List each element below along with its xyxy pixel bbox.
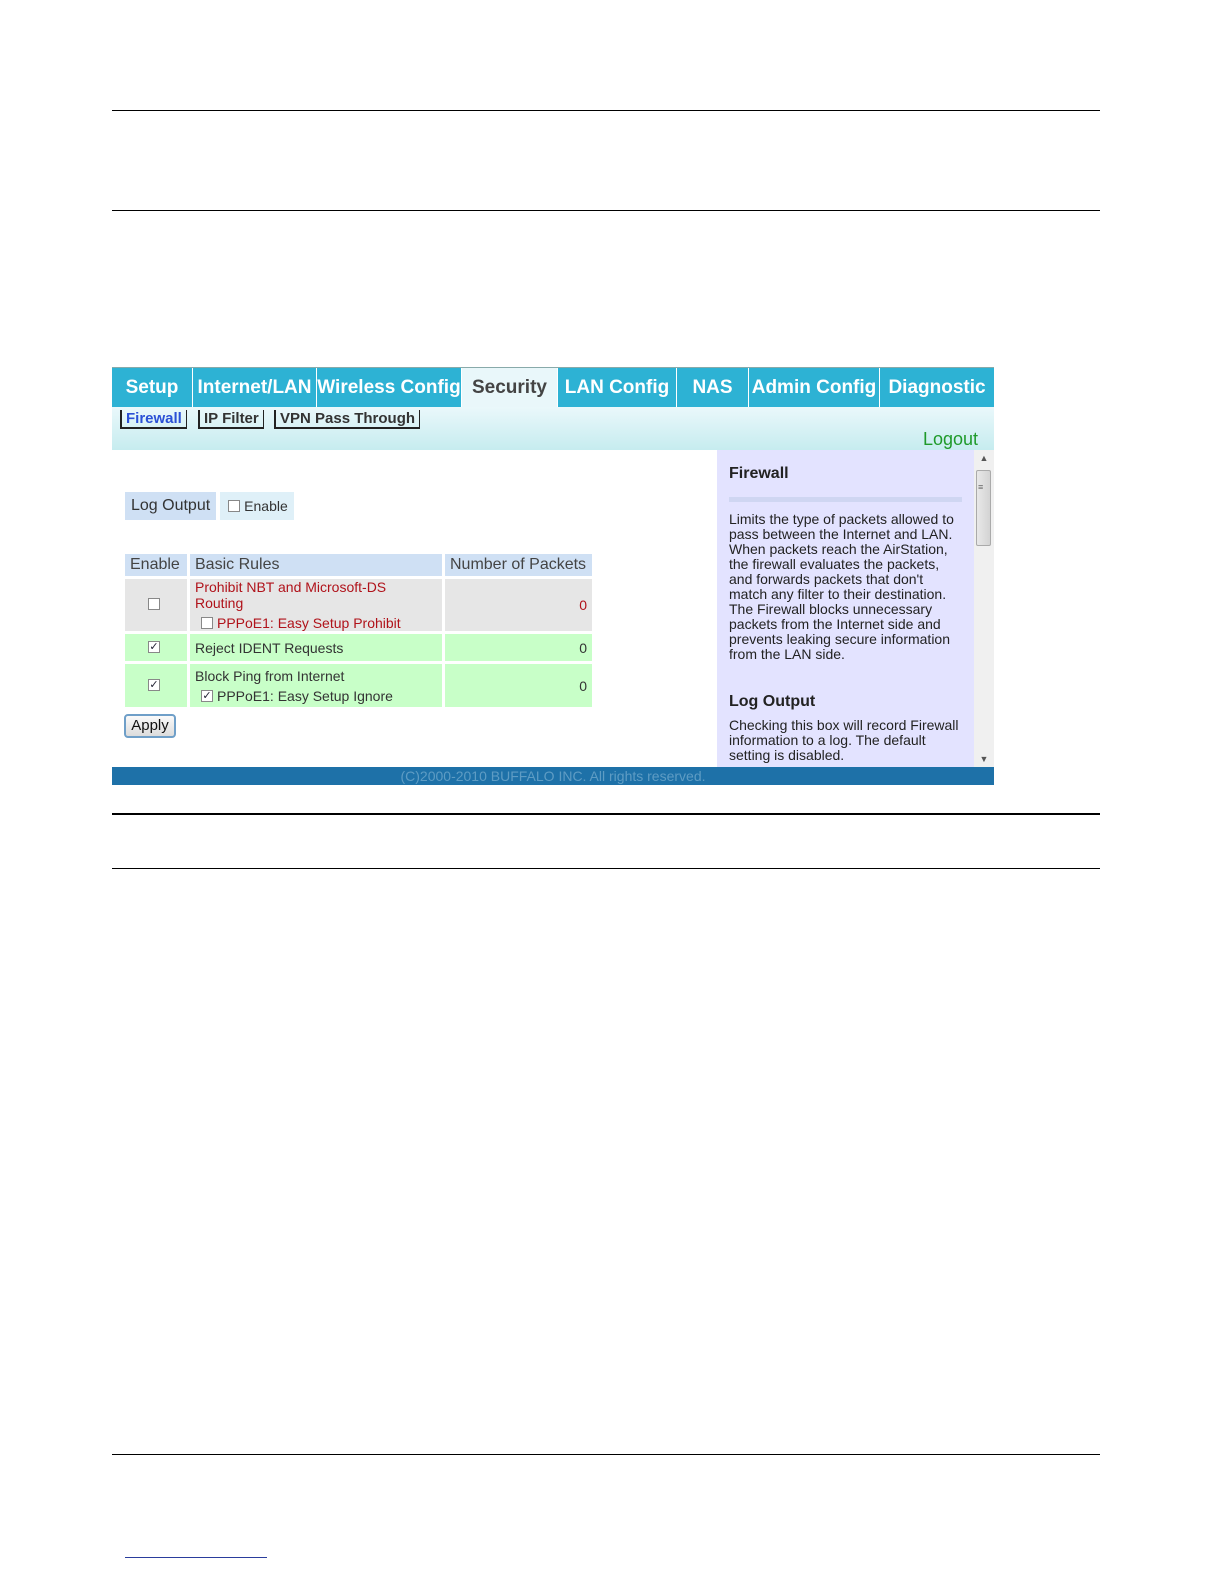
header-rule — [112, 110, 1100, 111]
log-output-enable — [220, 492, 294, 520]
table-row — [125, 579, 592, 631]
logout-link[interactable]: Logout — [922, 429, 978, 449]
packet-count: 0 — [445, 579, 592, 631]
rule-name: Block Ping from Internet — [195, 667, 345, 684]
tab-security[interactable]: Security — [462, 368, 558, 407]
header-number-of-packets: Number of Packets — [445, 554, 592, 576]
log-enable-label: Enable — [244, 498, 288, 514]
rule-enable-checkbox[interactable] — [148, 641, 160, 653]
help-subtitle: Log Output — [729, 693, 816, 710]
help-scrollbar[interactable] — [974, 450, 994, 767]
rule-enable-checkbox[interactable] — [148, 598, 160, 610]
rule-sub-option — [195, 615, 437, 631]
tab-admin-config[interactable]: Admin Config — [749, 368, 880, 407]
tab-wireless-config[interactable]: Wireless Config — [317, 368, 462, 407]
help-divider — [729, 497, 962, 502]
tab-nas[interactable]: NAS — [677, 368, 749, 407]
footer-link-underline — [125, 1557, 267, 1558]
log-output-label: Log Output — [125, 492, 216, 520]
sub-option-label: PPPoE1: Easy Setup Ignore — [217, 687, 393, 704]
tab-diagnostic[interactable]: Diagnostic — [888, 377, 986, 398]
apply-button[interactable]: Apply — [124, 714, 176, 738]
section-rule-lower — [112, 868, 1100, 869]
log-enable-checkbox[interactable] — [228, 500, 240, 512]
router-screenshot — [112, 367, 994, 785]
section-rule — [112, 813, 1100, 815]
subtab-firewall[interactable]: Firewall — [120, 410, 187, 429]
help-text-log: Checking this box will record Firewall information to a log. The default setting is disabled. — [729, 717, 959, 763]
header-basic-rules: Basic Rules — [190, 554, 442, 576]
sub-option-checkbox[interactable] — [201, 617, 213, 629]
help-title: Firewall — [729, 465, 789, 482]
rule-sub-option — [195, 688, 437, 704]
row-enable-cell — [125, 579, 187, 631]
rule-name: Prohibit NBT and Microsoft-DS Routing — [195, 579, 387, 611]
rule-cell — [190, 579, 442, 631]
sub-nav — [112, 407, 994, 450]
row-enable-cell — [125, 664, 187, 707]
tab-setup[interactable]: Setup — [112, 368, 193, 407]
tab-internet-lan[interactable]: Internet/LAN — [193, 368, 317, 407]
packet-count: 0 — [445, 664, 592, 707]
rule-enable-checkbox[interactable] — [148, 679, 160, 691]
sub-option-checkbox[interactable] — [201, 690, 213, 702]
subtab-vpn-pass-through[interactable]: VPN Pass Through — [274, 410, 420, 429]
grip-icon: ≡ — [978, 482, 984, 492]
rule-cell — [190, 664, 442, 707]
sub-option-label: PPPoE1: Easy Setup Prohibit — [217, 615, 401, 631]
scroll-down-icon[interactable]: ▼ — [979, 754, 989, 764]
table-row — [125, 634, 592, 661]
footer-rule — [112, 1454, 1100, 1455]
header-rule-lower — [112, 210, 1100, 211]
rule-name: Reject IDENT Requests — [190, 634, 442, 661]
row-enable-cell — [125, 634, 187, 661]
header-enable: Enable — [125, 554, 187, 576]
log-output-row — [125, 492, 294, 520]
packet-count: 0 — [445, 634, 592, 661]
scroll-up-icon[interactable]: ▲ — [979, 453, 989, 463]
table-row — [125, 664, 592, 707]
top-nav — [112, 368, 994, 407]
subtab-ip-filter[interactable]: IP Filter — [198, 410, 264, 429]
rules-table — [122, 551, 595, 710]
help-panel — [717, 450, 974, 767]
tab-lan-config[interactable]: LAN Config — [558, 368, 677, 407]
copyright-footer: (C)2000-2010 BUFFALO INC. All rights reserved. — [112, 767, 994, 785]
help-text: Limits the type of packets allowed to pass between the Internet and LAN. When packets reach the AirStation, the firewall evaluates the packets, and forwards packets that don't match any filter to their destination. The Firewall blocks unnecessary packets from the Internet side and prevents leaking secure information from the LAN side. — [729, 511, 954, 662]
main-panel — [112, 450, 717, 767]
